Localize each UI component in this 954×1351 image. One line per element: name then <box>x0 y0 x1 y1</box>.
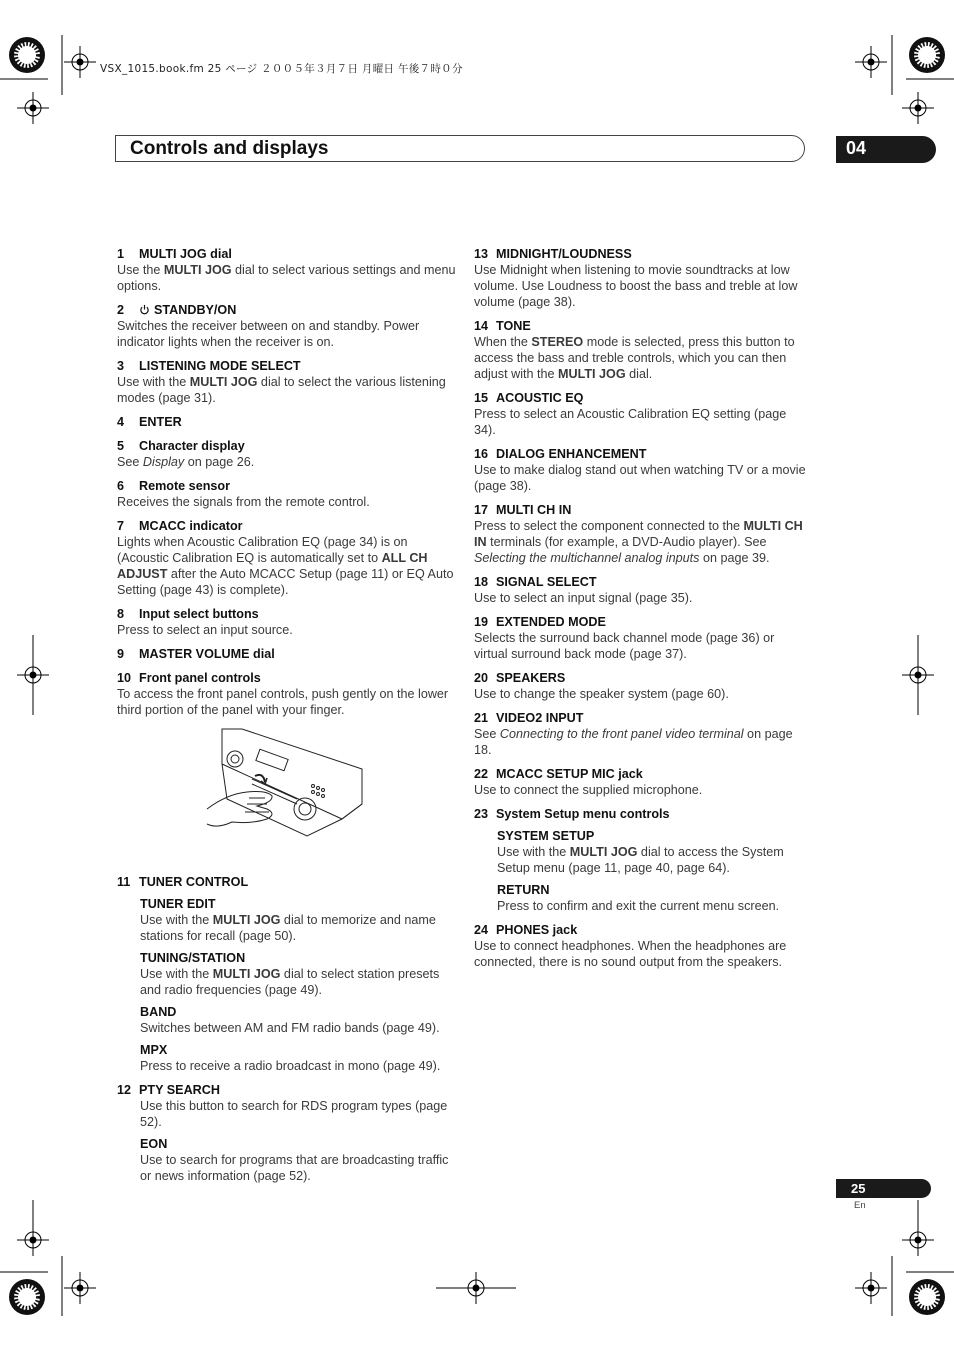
item-number: 11 <box>117 875 131 889</box>
text-run: Use to search for programs that are broadcasting traffic or news information (page 52). <box>140 1153 449 1183</box>
text-run: dial. <box>625 367 653 381</box>
item-heading <box>474 574 809 590</box>
sub-item-title: TUNER EDIT <box>140 897 216 911</box>
item-heading <box>474 390 809 406</box>
item-title: VIDEO2 INPUT <box>496 711 584 725</box>
sub-item-title: BAND <box>140 1005 177 1019</box>
item-number: 4 <box>117 415 125 429</box>
chapter-number: 04 <box>846 138 867 158</box>
item-description <box>117 374 457 406</box>
text-run: on page 26. <box>184 455 255 469</box>
item-heading <box>474 766 809 782</box>
item-system-setup-menu-controls <box>474 806 809 914</box>
bold-term: MULTI JOG <box>558 367 626 381</box>
sub-item-return <box>497 882 809 914</box>
item-title: ENTER <box>139 415 182 429</box>
item-description <box>117 454 457 470</box>
text-run: on page 39. <box>699 551 770 565</box>
italic-reference: Selecting the multichannel analog inputs <box>474 551 700 565</box>
item-number: 9 <box>117 647 125 661</box>
item-heading <box>474 246 809 262</box>
item-description <box>474 518 809 566</box>
sub-item-description <box>140 1058 457 1074</box>
text-run: Use with the <box>140 913 213 927</box>
item-number: 6 <box>117 479 125 493</box>
item-description <box>474 462 809 494</box>
item-heading <box>117 646 457 662</box>
item-number: 21 <box>474 711 489 725</box>
bold-term: MULTI JOG <box>163 263 232 277</box>
item-description <box>474 938 809 970</box>
page-number-tab <box>836 1179 931 1198</box>
item-video2-input <box>474 710 809 758</box>
item-listening-mode-select <box>117 358 457 406</box>
sub-item-mpx <box>140 1042 457 1074</box>
item-heading <box>117 478 457 494</box>
item-heading <box>474 670 809 686</box>
item-title: Remote sensor <box>139 479 230 493</box>
sub-item-description <box>140 1020 457 1036</box>
bold-term: ALL CH ADJUST <box>117 551 428 581</box>
item-description <box>474 262 809 310</box>
item-title: PHONES jack <box>496 923 578 937</box>
italic-reference: Connecting to the front panel video terminal <box>499 727 744 741</box>
text-run: When the <box>474 335 532 349</box>
item-tuner-control <box>117 874 457 1074</box>
text-run: after the Auto MCACC Setup (page 11) or EQ Auto Setting (page 43) is complete). <box>117 567 454 597</box>
item-number: 22 <box>474 767 489 781</box>
text-run: Use with the <box>117 375 190 389</box>
item-number: 12 <box>117 1083 132 1097</box>
sub-item-description <box>140 1098 457 1130</box>
section-title-bar <box>115 135 805 162</box>
bold-term: STEREO <box>531 335 584 349</box>
language-label: En <box>854 1200 866 1211</box>
item-number: 20 <box>474 671 489 685</box>
sub-item-title: SYSTEM SETUP <box>497 829 595 843</box>
text-run: terminals (for example, a DVD-Audio player). See <box>486 535 767 549</box>
item-tone <box>474 318 809 382</box>
item-remote-sensor <box>117 478 457 510</box>
page-number: 25 <box>851 1181 866 1196</box>
text-run: on page 18. <box>474 727 793 757</box>
bold-term: MULTI JOG <box>189 375 258 389</box>
item-description <box>117 534 457 598</box>
item-heading <box>117 1082 457 1098</box>
text-run: Lights when Acoustic Calibration EQ (page 34) is on (Acoustic Calibration EQ is automatically set to <box>117 535 408 565</box>
item-title: MASTER VOLUME dial <box>139 647 275 661</box>
item-midnight-loudness <box>474 246 809 310</box>
sub-item-description <box>497 844 809 876</box>
text-run: Use the <box>117 263 164 277</box>
sub-item-description <box>140 966 457 998</box>
text-run: dial to select the various listening modes (page 31). <box>117 375 446 405</box>
item-description <box>474 406 809 438</box>
item-title: PTY SEARCH <box>139 1083 220 1097</box>
text-run: Selects the surround back channel mode (page 36) or virtual surround back mode (page 37). <box>474 631 775 661</box>
right-column <box>474 246 809 978</box>
sub-item-title: MPX <box>140 1043 168 1057</box>
item-phones-jack <box>474 922 809 970</box>
italic-reference: Display <box>142 455 185 469</box>
item-number: 5 <box>117 439 125 453</box>
item-standby-on <box>117 302 457 350</box>
text-run: mode is selected, press this button to access the bass and treble controls, which you can then adjust with the <box>474 335 795 381</box>
text-run: Use Midnight when listening to movie soundtracks at low volume. Use Loudness to boost the bass and treble at low volume (page 38). <box>474 263 798 309</box>
item-heading <box>474 806 809 822</box>
item-number: 2 <box>117 303 125 317</box>
item-acoustic-eq <box>474 390 809 438</box>
text-run: Use this button to search for RDS program types (page 52). <box>140 1099 448 1129</box>
text-run: dial to select station presets and radio frequencies (page 49). <box>140 967 440 997</box>
item-number: 14 <box>474 319 489 333</box>
item-title: SIGNAL SELECT <box>496 575 597 589</box>
item-heading <box>474 446 809 462</box>
text-run: Press to receive a radio broadcast in mono (page 49). <box>140 1059 441 1073</box>
bold-term: MULTI JOG <box>569 845 638 859</box>
sub-item-description <box>140 912 457 944</box>
item-multi-jog-dial <box>117 246 457 294</box>
item-number: 16 <box>474 447 489 461</box>
item-description <box>117 494 457 510</box>
text-run: dial to memorize and name stations for recall (page 50). <box>140 913 436 943</box>
item-title: MULTI CH IN <box>496 503 572 517</box>
item-mcacc-setup-mic-jack <box>474 766 809 798</box>
item-title: ACOUSTIC EQ <box>496 391 584 405</box>
item-description <box>474 590 809 606</box>
text-run: Press to select an input source. <box>117 623 293 637</box>
item-heading <box>474 614 809 630</box>
item-title: STANDBY/ON <box>154 303 237 317</box>
text-run: Switches between AM and FM radio bands (page 49). <box>140 1021 440 1035</box>
chapter-tab <box>836 136 936 163</box>
item-title: Front panel controls <box>139 671 261 685</box>
item-master-volume-dial <box>117 646 457 662</box>
item-heading <box>117 874 457 890</box>
item-description <box>474 686 809 702</box>
text-run: Use to select an input signal (page 35). <box>474 591 693 605</box>
item-title: System Setup menu controls <box>496 807 670 821</box>
item-heading <box>474 922 809 938</box>
item-title: Character display <box>139 439 245 453</box>
bold-term: MULTI CH IN <box>474 519 803 549</box>
item-character-display <box>117 438 457 470</box>
text-run: Use to connect the supplied microphone. <box>474 783 703 797</box>
item-enter <box>117 414 457 430</box>
bold-term: MULTI JOG <box>212 913 281 927</box>
sub-item-description <box>140 1098 457 1130</box>
left-column <box>117 246 457 1192</box>
sub-item-eon <box>140 1136 457 1184</box>
item-multi-ch-in <box>474 502 809 566</box>
item-heading <box>117 438 457 454</box>
sub-item-description <box>140 1152 457 1184</box>
item-title: MCACC indicator <box>139 519 243 533</box>
item-heading <box>474 710 809 726</box>
item-heading <box>117 414 457 430</box>
item-speakers <box>474 670 809 702</box>
item-title: Input select buttons <box>139 607 259 621</box>
text-run: Press to select an Acoustic Calibration EQ setting (page 34). <box>474 407 787 437</box>
item-number: 1 <box>117 247 125 261</box>
item-heading <box>474 502 809 518</box>
text-run: Use with the <box>140 967 213 981</box>
item-front-panel-controls <box>117 670 457 866</box>
item-number: 3 <box>117 359 125 373</box>
item-number: 10 <box>117 671 132 685</box>
section-title: Controls and displays <box>130 138 329 159</box>
text-run: Press to confirm and exit the current menu screen. <box>497 899 780 913</box>
item-title: TONE <box>496 319 531 333</box>
item-pty-search <box>117 1082 457 1184</box>
sub-item-title: TUNING/STATION <box>140 951 246 965</box>
sub-item-title: RETURN <box>497 883 550 897</box>
text-run: Switches the receiver between on and standby. Power indicator lights when the receiver is on. <box>117 319 420 349</box>
item-number: 18 <box>474 575 489 589</box>
power-icon <box>139 303 154 317</box>
item-number: 15 <box>474 391 489 405</box>
text-run: See <box>474 727 500 741</box>
sub-item-title: EON <box>140 1137 168 1151</box>
item-title: EXTENDED MODE <box>496 615 606 629</box>
sub-item-system-setup <box>497 828 809 876</box>
item-description <box>117 622 457 638</box>
item-heading <box>117 518 457 534</box>
item-title: MULTI JOG dial <box>139 247 232 261</box>
item-title: SPEAKERS <box>496 671 566 685</box>
text-run: dial to access the System Setup menu (page 11, page 40, page 64). <box>497 845 784 875</box>
text-run: See <box>117 455 143 469</box>
text-run: Press to select the component connected to the <box>474 519 744 533</box>
item-description <box>474 334 809 382</box>
item-heading <box>117 302 457 318</box>
front-panel-illustration <box>117 724 457 854</box>
item-heading <box>474 318 809 334</box>
sub-item-tuning-station <box>140 950 457 998</box>
item-mcacc-indicator <box>117 518 457 598</box>
item-description <box>474 726 809 758</box>
item-extended-mode <box>474 614 809 662</box>
text-run: Use with the <box>497 845 570 859</box>
item-title: MIDNIGHT/LOUDNESS <box>496 247 632 261</box>
item-number: 17 <box>474 503 489 517</box>
item-signal-select <box>474 574 809 606</box>
item-description <box>474 782 809 798</box>
text-run: Receives the signals from the remote control. <box>117 495 370 509</box>
text-run: To access the front panel controls, push gently on the lower third portion of the panel with your finger. <box>117 687 449 717</box>
sub-item-description <box>497 898 809 914</box>
text-run: dial to select various settings and menu options. <box>117 263 456 293</box>
item-description <box>117 262 457 294</box>
item-number: 19 <box>474 615 489 629</box>
item-heading <box>117 670 457 686</box>
text-run: Use to change the speaker system (page 60). <box>474 687 729 701</box>
item-description <box>117 686 457 718</box>
item-number: 7 <box>117 519 125 533</box>
item-title: TUNER CONTROL <box>139 875 249 889</box>
item-heading <box>117 246 457 262</box>
item-title: DIALOG ENHANCEMENT <box>496 447 647 461</box>
item-dialog-enhancement <box>474 446 809 494</box>
text-run: Use to make dialog stand out when watching TV or a movie (page 38). <box>474 463 806 493</box>
sub-item-tuner-edit <box>140 896 457 944</box>
item-title: LISTENING MODE SELECT <box>139 359 301 373</box>
sub-item-band <box>140 1004 457 1036</box>
text-run: Use to connect headphones. When the headphones are connected, there is no sound output from the speakers. <box>474 939 787 969</box>
item-title: MCACC SETUP MIC jack <box>496 767 643 781</box>
item-heading <box>117 358 457 374</box>
item-description <box>474 630 809 662</box>
item-number: 24 <box>474 923 489 937</box>
item-heading <box>117 606 457 622</box>
item-description <box>117 318 457 350</box>
print-header: VSX_1015.book.fm 25 ページ ２００５年３月７日 月曜日 午後７時０分 <box>100 63 463 75</box>
item-input-select-buttons <box>117 606 457 638</box>
item-number: 13 <box>474 247 489 261</box>
item-number: 8 <box>117 607 125 621</box>
bold-term: MULTI JOG <box>212 967 281 981</box>
item-number: 23 <box>474 807 489 821</box>
